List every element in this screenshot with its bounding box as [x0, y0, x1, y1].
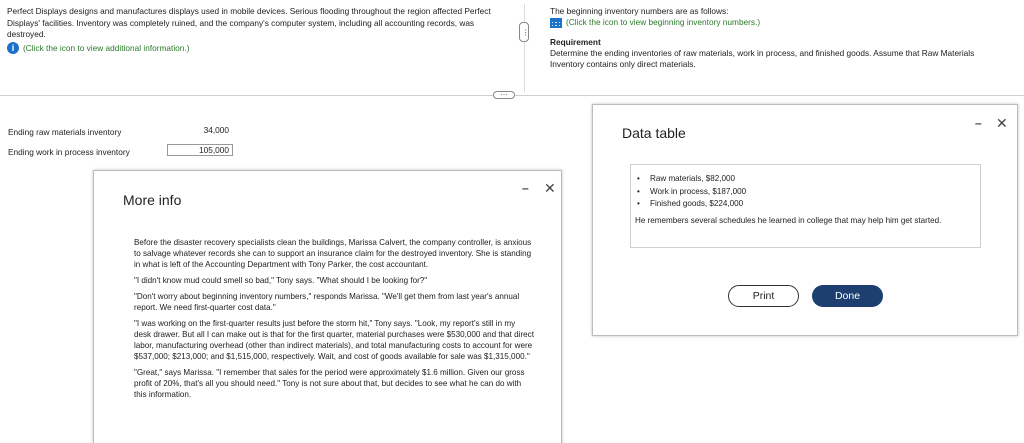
- raw-materials-label: Ending raw materials inventory: [8, 127, 122, 137]
- list-item: • Finished goods, $224,000: [635, 198, 980, 211]
- beginning-inventory-link[interactable]: [550, 17, 1010, 28]
- close-icon[interactable]: ✕: [544, 180, 556, 196]
- right-panel: [550, 6, 1010, 70]
- close-icon[interactable]: ✕: [996, 115, 1008, 131]
- vertical-divider: [524, 4, 525, 92]
- info-icon[interactable]: i: [7, 42, 19, 54]
- more-info-title: More info: [123, 192, 182, 208]
- data-table-title: Data table: [622, 125, 686, 141]
- data-table-dialog: [592, 104, 1018, 336]
- problem-intro: Perfect Displays designs and manufactures displays used in mobile devices. Serious flooding throughout the region affected Perfect Displays' facilities. Inventory was completely ruined, and the company's computer system, including all accounting records, was destroyed.: [7, 6, 491, 39]
- beginning-inventory-link-text[interactable]: (Click the icon to view beginning inventory numbers.): [566, 17, 761, 27]
- more-info-paragraph: Before the disaster recovery specialists clean the buildings, Marissa Calvert, the company controller, is anxious to salvage whatever records she can to support an insurance claim for the destroyed inventory. She is standing in what is left of the Accounting Department with Tony Parker, the cost accountant.: [134, 238, 532, 269]
- requirement-text: Determine the ending inventories of raw materials, work in process, and finished goods. Assume that Raw Materials Inventory contains only direct materials.: [550, 48, 975, 69]
- more-info-body: [134, 237, 534, 405]
- data-table-box: [630, 164, 981, 248]
- wip-label: Ending work in process inventory: [8, 147, 130, 157]
- additional-info-link-text[interactable]: (Click the icon to view additional information.): [23, 43, 190, 53]
- raw-materials-input[interactable]: 34,000: [167, 124, 233, 136]
- done-button[interactable]: Done: [812, 285, 883, 307]
- print-button[interactable]: Print: [728, 285, 799, 307]
- horizontal-resize-handle[interactable]: ⋯: [493, 91, 515, 99]
- additional-info-link[interactable]: [7, 42, 189, 54]
- list-item: • Work in process, $187,000: [635, 186, 980, 199]
- minimize-button[interactable]: –: [522, 181, 529, 195]
- more-info-paragraph: "Don't worry about beginning inventory numbers," responds Marissa. "We'll get them from last year's annual report. We need first-quarter cost data.": [134, 292, 520, 312]
- more-info-paragraph: "I didn't know mud could smell so bad," Tony says. "What should I be looking for?": [134, 276, 428, 285]
- minimize-button[interactable]: –: [975, 116, 982, 130]
- beginning-inventory-intro: The beginning inventory numbers are as follows:: [550, 6, 729, 16]
- more-info-paragraph: "Great," says Marissa. "I remember that sales for the period were approximately $1.6 million. Given our gross profit of 20%, that's all you should need." Tony is not sure about that, but decides to see what he can do with this information.: [134, 368, 525, 399]
- table-icon[interactable]: [550, 18, 562, 28]
- more-info-dialog: [93, 170, 562, 443]
- more-info-paragraph: "I was working on the first-quarter results just before the storm hit," Tony says. "Look, my report's still in my desk drawer. But all I can make out is that for the first quarter, material purchases were $530,000 and that direct labor, manufacturing overhead (other than indirect materials), and total manufacturing costs to account for were $537,000; $213,000; and $1,515,000, respectively. Wait, and cost of goods available for sale was $1,315,000.": [134, 319, 534, 361]
- wip-input[interactable]: 105,000: [167, 144, 233, 156]
- requirement-title: Requirement: [550, 37, 601, 47]
- data-table-note: He remembers several schedules he learned in college that may help him get started.: [635, 215, 942, 225]
- vertical-resize-handle[interactable]: ⋯: [519, 22, 529, 42]
- list-item: • Raw materials, $82,000: [635, 173, 980, 186]
